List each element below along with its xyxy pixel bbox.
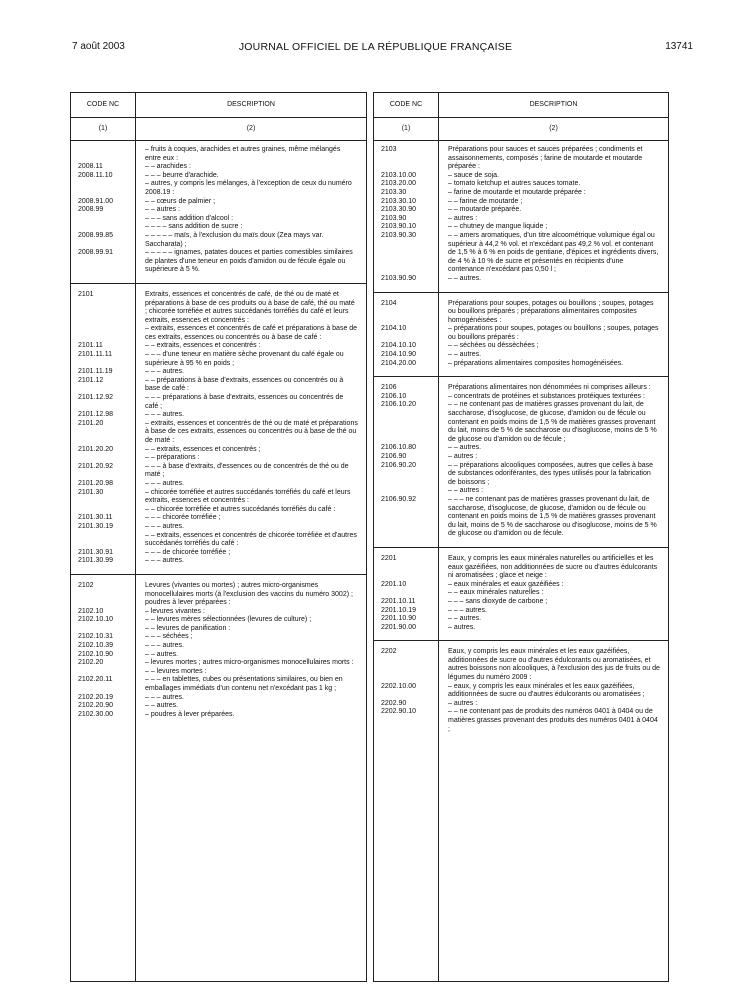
- nc-code: [374, 589, 438, 598]
- table-row: [71, 616, 366, 625]
- table-row: [374, 624, 668, 633]
- nc-code: 2106.90: [381, 453, 407, 460]
- nc-description: – – – en tablettes, cubes ou présentations similaires, ou bien en emballages immédiats d'un contenu net n'excédant pas 1 kg ;: [145, 676, 343, 693]
- nc-code: 2101.30.91: [78, 548, 114, 556]
- nc-description: Préparations pour sauces et sauces préparées ; condiments et assaisonnements, composés ; farine de moutarde et moutarde préparée :: [448, 146, 643, 171]
- nc-code: [71, 146, 135, 163]
- table-row: [71, 549, 366, 558]
- nc-code: 2101: [78, 290, 94, 298]
- nc-description: – – – autres.: [145, 557, 184, 565]
- nc-code: 2103.30.90: [381, 206, 417, 214]
- table-row: [374, 146, 668, 172]
- code-column-header: CODE NC: [86, 101, 120, 108]
- nc-description: Extraits, essences et concentrés de café, de thé ou de maté et préparations à base de ces produits ou à base de café, thé ou maté ; chicorée torréfiée et autres succédanés torréfiés du café et leurs extraits, essences et concentrés :: [145, 290, 355, 324]
- nc-code: 2008.11: [78, 163, 103, 171]
- table-row: [71, 198, 366, 207]
- nc-description: – – autres.: [145, 702, 179, 710]
- nc-code: [71, 215, 135, 224]
- nc-code: 2103.90: [381, 214, 407, 222]
- nc-code: 2104.10.10: [381, 342, 417, 350]
- nc-code: 2103.30.10: [381, 197, 417, 205]
- nc-description: – eaux minérales et eaux gazéifiées :: [448, 580, 564, 588]
- table-row: [374, 206, 668, 215]
- nc-description: – – ne contenant pas de matières grasses provenant du lait, de saccharose, d'isoglucose, de glucose, d'amidon ou de fécule ou contenant en poids moins de 1,5 % de matières grasses provenant du lait, moins de 5 % de saccharose ou d'isoglucose, moins de 5 % de glucose ou d'amidon ou de fécule ;: [448, 401, 657, 443]
- table-row: [374, 300, 668, 326]
- nc-code: 2202.90: [381, 699, 407, 707]
- table-row: [71, 532, 366, 549]
- nc-description: – – – autres.: [145, 693, 184, 701]
- nc-description: – préparations alimentaires composites homogénéisées.: [448, 359, 624, 367]
- table-row: [374, 360, 668, 369]
- nc-code: 2102.10: [78, 607, 104, 615]
- right-nomenclature-table: [373, 92, 669, 982]
- nc-code: 2104.10.90: [381, 351, 417, 359]
- nc-description: – farine de moutarde et moutarde préparée :: [448, 188, 586, 196]
- table-row: [71, 325, 366, 342]
- nc-code: 2106.10: [381, 392, 407, 400]
- nc-code: 2102.10.39: [78, 642, 114, 650]
- nc-description: – – farine de moutarde ;: [448, 197, 523, 205]
- nc-code: 2102.20: [78, 659, 104, 667]
- nc-description: – – préparations à base d'extraits, essences ou concentrés ou à base de café :: [145, 376, 344, 393]
- nc-code: 2101.30: [78, 488, 104, 496]
- table-row: [71, 377, 366, 394]
- table-row: [71, 463, 366, 480]
- table-row: [71, 668, 366, 677]
- table-row: [71, 523, 366, 532]
- table-row: [71, 557, 366, 566]
- nc-code: 2102.10.31: [78, 633, 114, 641]
- table-row: [374, 648, 668, 682]
- table-row: [71, 146, 366, 163]
- description-column-index: (2): [246, 125, 256, 132]
- table-row: [374, 589, 668, 598]
- nc-description: – poudres à lever préparées.: [145, 710, 235, 718]
- table-row: [71, 411, 366, 420]
- nc-description: – – autres.: [448, 444, 482, 452]
- journal-title: JOURNAL OFFICIEL DE LA RÉPUBLIQUE FRANÇAISE: [238, 41, 513, 53]
- table-row: [71, 582, 366, 608]
- nc-code: 2106.90.92: [381, 495, 417, 503]
- nc-code: 2008.91.00: [78, 197, 114, 205]
- table-row: [374, 180, 668, 189]
- nc-description: – – autres.: [448, 274, 482, 282]
- nc-code: 2101.20.92: [78, 462, 114, 470]
- table-row: [71, 351, 366, 368]
- nc-code: 2202: [381, 648, 397, 656]
- nc-description: Eaux, y compris les eaux minérales naturelles ou artificielles et les eaux gazéifiées, non additionnées de sucre ou d'autres édulcorants ni aromatisées ; glace et neige :: [448, 554, 658, 580]
- table-row: [374, 351, 668, 360]
- nc-code: 2102.10.10: [78, 616, 114, 624]
- nc-code: 2102.10.90: [78, 650, 114, 658]
- nc-description: – – autres.: [448, 615, 482, 623]
- table-row: [374, 598, 668, 607]
- table-row: [71, 625, 366, 634]
- table-row: [71, 446, 366, 455]
- table-row: [374, 215, 668, 224]
- nc-description: Eaux, y compris les eaux minérales et les eaux gazéifiées, additionnées de sucre ou d'autres édulcorants ou aromatisées, et autres boissons non alcooliques, à l'exclusion des jus de fruits ou de légumes du numéro 2009 :: [448, 648, 660, 682]
- table-row: [374, 683, 668, 700]
- nc-description: – eaux, y compris les eaux minérales et les eaux gazéifiées, additionnées de sucre ou d'autres édulcorants ou aromatisées ;: [448, 682, 645, 699]
- nc-description: – – préparations :: [145, 454, 200, 462]
- nc-description: – – séchées ou déssèchées ;: [448, 342, 539, 350]
- table-row: [71, 702, 366, 711]
- nc-code: 2101.11: [78, 342, 103, 350]
- nc-code: 2101.30.11: [78, 514, 113, 522]
- code-column-index: (1): [401, 125, 411, 132]
- nc-code: [374, 487, 438, 496]
- nc-description: – autres.: [448, 623, 476, 631]
- nc-code: 2104: [381, 299, 397, 307]
- nc-code: [71, 180, 135, 197]
- table-row: [71, 633, 366, 642]
- nc-code: [71, 325, 135, 342]
- table-row: [71, 608, 366, 617]
- table-row: [374, 189, 668, 198]
- nc-description: – – levures mortes :: [145, 667, 207, 675]
- nc-code: 2102.20.90: [78, 702, 114, 710]
- nc-code: 2008.99.91: [78, 249, 114, 257]
- nc-description: – – – beurre d'arachide.: [145, 171, 219, 179]
- table-row: [374, 708, 668, 734]
- nc-description: – autres :: [448, 699, 478, 707]
- nc-code: [71, 454, 135, 463]
- nc-code: [71, 506, 135, 515]
- nc-description: – levures vivantes :: [145, 607, 205, 615]
- description-column-index: (2): [549, 125, 558, 132]
- nc-description: – – autres.: [145, 650, 179, 658]
- nc-code: 2201.10: [381, 580, 407, 588]
- nc-description: – – levures de panification :: [145, 624, 231, 632]
- nc-description: – – ne contenant pas de produits des numéros 0401 à 0404 ou de matières grasses provenant des produits des numéros 0401 à 0404 ;: [448, 708, 658, 733]
- nc-description: – – eaux minérales naturelles :: [448, 589, 544, 597]
- table-row: [71, 711, 366, 720]
- table-row: [71, 223, 366, 232]
- table-row: [374, 581, 668, 590]
- table-row: [71, 163, 366, 172]
- table-row: [71, 642, 366, 651]
- nc-code: 2101.20.20: [78, 445, 114, 453]
- nc-description: – autres, y compris les mélanges, à l'exception de ceux du numéro 2008.19 :: [145, 180, 352, 196]
- section-divider: [374, 539, 668, 548]
- nc-code: 2106.90.20: [381, 461, 417, 469]
- table-row: [374, 462, 668, 488]
- table-row: [374, 275, 668, 284]
- nc-description: – – arachides :: [145, 163, 191, 171]
- table-row: [374, 401, 668, 444]
- right-table-body: [374, 146, 668, 981]
- nc-code: 2103.10.00: [381, 171, 417, 179]
- nc-description: – – autres :: [145, 206, 181, 214]
- nc-code: 2104.10: [381, 325, 407, 333]
- nc-description: – – – préparations à base d'extraits, essences ou concentrés de café ;: [145, 394, 344, 410]
- table-row: [374, 223, 668, 232]
- nc-code: 2106.10.20: [381, 401, 417, 409]
- nc-description: – extraits, essences et concentrés de thé ou de maté et préparations à base de ces extraits, essences ou concentrés ou à base de thé ou de maté :: [145, 419, 358, 444]
- nc-code: 2008.11.10: [78, 171, 113, 179]
- nc-description: – – – autres.: [145, 368, 184, 376]
- table-row: [374, 487, 668, 496]
- table-row: [374, 555, 668, 581]
- nc-code: 2101.11.19: [78, 368, 113, 376]
- nc-code: 2103.90.90: [381, 274, 417, 282]
- table-row: [71, 172, 366, 181]
- nc-description: – – – autres.: [145, 522, 184, 530]
- table-row: [374, 172, 668, 181]
- nc-description: – – – sans dioxyde de carbone ;: [448, 597, 548, 605]
- nc-code: 2106: [381, 384, 397, 392]
- nc-code: 2102: [78, 581, 94, 589]
- nc-code: 2103.90.10: [381, 223, 417, 231]
- table-row: [71, 342, 366, 351]
- table-row: [71, 514, 366, 523]
- table-row: [374, 198, 668, 207]
- nc-description: – – – autres.: [145, 411, 184, 419]
- table-row: [374, 607, 668, 616]
- nc-description: – – autres :: [448, 487, 484, 495]
- nc-description: – – chutney de mangue liquide ;: [448, 223, 548, 231]
- nc-description: – – préparations alcooliques composées, autres que celles à base de substances odoriférantes, des types utilisés pour la fabrication de boissons ;: [448, 461, 654, 486]
- table-row: [374, 615, 668, 624]
- table-row: [71, 420, 366, 446]
- nc-code: 2201.90.00: [381, 623, 417, 631]
- table-row: [71, 489, 366, 506]
- table-row: [71, 180, 366, 197]
- nc-code: 2008.99.85: [78, 231, 114, 239]
- nc-description: – – – – – ignames, patates douces et parties comestibles similaires de plantes d'une teneur en poids d'amidon ou de fécule égale ou supérieure à 5 %.: [145, 249, 353, 274]
- table-row: [71, 480, 366, 489]
- table-row: [71, 676, 366, 693]
- nc-description: – sauce de soja.: [448, 171, 499, 179]
- issue-date: 7 août 2003: [72, 41, 125, 52]
- nc-description: – – cœurs de palmier ;: [145, 197, 216, 205]
- code-column-header: CODE NC: [389, 101, 423, 108]
- table-row: [71, 249, 366, 275]
- nc-description: Levures (vivantes ou mortes) ; autres micro-organismes monocellulaires morts (à l'exclusion des vaccins du numéro 3002) ; poudres à lever préparées :: [145, 581, 353, 607]
- table-row: [71, 206, 366, 215]
- table-row: [374, 384, 668, 393]
- nc-description: – – – autres.: [145, 479, 184, 487]
- nc-code: 2106.10.80: [381, 444, 417, 452]
- section-divider: [374, 632, 668, 641]
- left-nomenclature-table: [70, 92, 367, 982]
- table-row: [374, 325, 668, 342]
- nc-code: 2103.90.30: [381, 231, 417, 239]
- table-row: [374, 453, 668, 462]
- nc-description: – – – – – maïs, à l'exclusion du maïs doux (Zea mays var. Saccharata) ;: [145, 231, 324, 248]
- nc-code: 2102.30.00: [78, 710, 114, 718]
- nc-code: 2102.20.19: [78, 693, 114, 701]
- nc-code: 2101.11.11: [78, 351, 112, 359]
- nc-code: 2104.20.00: [381, 359, 417, 367]
- nc-description: – autres :: [448, 214, 478, 222]
- table-row: [374, 496, 668, 539]
- table-row: [374, 700, 668, 709]
- nc-description: – – extraits, essences et concentrés ;: [145, 445, 261, 453]
- nc-description: – chicorée torréfiée et autres succédanés torréfiés du café et leurs extraits, essences et concentrés :: [145, 488, 351, 505]
- nc-description: – autres :: [448, 453, 478, 460]
- nc-description: – – amers aromatiques, d'un titre alcoométrique volumique égal ou supérieur à 44,2 % vol. et n'excédant pas 49,2 % vol. et contenant de 1,5 % à 6 % en poids de gentiane, d'épices et ingrédients divers, de 4 % à 10 % de sucre et présentés en récipients d'une contenance n'excédant pas 0,50 l ;: [448, 231, 659, 274]
- table-row: [71, 454, 366, 463]
- nc-code: 2201.10.11: [381, 597, 416, 605]
- nc-description: – fruits à coques, arachides et autres graines, même mélangés entre eux :: [145, 146, 341, 162]
- table-row: [71, 651, 366, 660]
- nc-description: – – – de chicorée torréfiée ;: [145, 548, 231, 556]
- nc-code: 2202.90.10: [381, 708, 417, 716]
- nc-description: – – – – sans addition de sucre :: [145, 223, 243, 231]
- nc-description: – – – sans addition d'alcool :: [145, 214, 234, 222]
- nc-code: 2103: [381, 146, 397, 153]
- nc-description: – – levures mères sélectionnées (levures de culture) ;: [145, 616, 312, 624]
- code-column-index: (1): [98, 125, 108, 132]
- nc-description: – préparations pour soupes, potages ou bouillons ; soupes, potages ou bouillons préparés :: [448, 325, 659, 341]
- table-row: [71, 368, 366, 377]
- nc-description: – – – séchées ;: [145, 633, 193, 641]
- nc-description: – – autres.: [448, 351, 482, 359]
- left-table-body: [71, 146, 366, 981]
- table-row: [71, 232, 366, 249]
- nc-code: 2101.30.19: [78, 522, 114, 530]
- table-row: [374, 342, 668, 351]
- table-row: [71, 215, 366, 224]
- nc-description: – – – à base d'extraits, d'essences ou de concentrés de thé ou de maté ;: [145, 462, 349, 479]
- section-divider: [71, 566, 366, 575]
- nc-description: Préparations alimentaires non dénommées ni comprises ailleurs :: [448, 384, 651, 392]
- nc-description: – – – ne contenant pas de matières grasses provenant du lait, de saccharose, d'isoglucose, de glucose, d'amidon ou de fécule ou contenant en poids moins de 1,5 % de matières grasses provenant du lait, moins de 5 % de saccharose ou d'isoglucose, moins de 5 % de glucose ou d'amidon ou de fécule.: [448, 495, 657, 538]
- nc-description: – – – d'une teneur en matière sèche provenant du café égale ou supérieure à 95 % en poids ;: [145, 351, 344, 367]
- nc-code: 2101.20: [78, 419, 104, 427]
- nc-description: – – – autres.: [448, 606, 487, 614]
- nc-description: – – – autres.: [145, 642, 184, 650]
- table-row: [71, 394, 366, 411]
- nc-code: 2201: [381, 554, 397, 562]
- description-column-header: DESCRIPTION: [529, 101, 578, 108]
- page-number: 13741: [665, 41, 693, 52]
- table-row: [374, 393, 668, 402]
- nc-code: 2101.12.98: [78, 411, 114, 419]
- nc-code: 2103.30: [381, 188, 407, 196]
- nc-code: [71, 625, 135, 634]
- nc-description: – levures mortes ; autres micro-organismes monocellulaires morts :: [145, 659, 354, 667]
- nc-code: [71, 223, 135, 232]
- nc-description: – – extraits, essences et concentrés :: [145, 342, 261, 350]
- section-divider: [374, 284, 668, 293]
- nc-code: 2101.12.92: [78, 394, 114, 402]
- nc-description: – – moutarde préparée.: [448, 206, 522, 214]
- nc-code: 2103.20.00: [381, 180, 417, 188]
- table-row: [374, 444, 668, 453]
- nc-code: 2201.10.90: [381, 615, 417, 623]
- nc-code: 2201.10.19: [381, 606, 417, 614]
- nc-code: 2202.10.00: [381, 682, 417, 690]
- nc-description: Préparations pour soupes, potages ou bouillons ; soupes, potages ou bouillons préparés ; préparations alimentaires composites homogénéisées :: [448, 299, 654, 324]
- nc-code: 2101.30.99: [78, 557, 114, 565]
- nc-description: – – extraits, essences et concentrés de chicorée torréfiée et d'autres succédanés torréfiés du café :: [145, 531, 357, 548]
- table-row: [71, 291, 366, 325]
- section-divider: [71, 275, 366, 284]
- description-column-header: DESCRIPTION: [227, 101, 275, 108]
- section-divider: [374, 368, 668, 377]
- table-row: [71, 659, 366, 668]
- nc-code: [71, 668, 135, 677]
- nc-code: 2101.12: [78, 376, 104, 384]
- nc-code: 2102.20.11: [78, 676, 113, 684]
- nc-code: 2101.20.98: [78, 479, 114, 487]
- table-row: [71, 694, 366, 703]
- nc-description: – tomato ketchup et autres sauces tomate.: [448, 180, 581, 188]
- nc-description: – – – chicorée torréfiée ;: [145, 514, 221, 522]
- nc-description: – – chicorée torréfiée et autres succédanés torréfiés du café :: [145, 505, 336, 513]
- nc-description: – extraits, essences et concentrés de café et préparations à base de ces extraits, essences ou concentrés ou à base de café :: [145, 325, 358, 341]
- nc-code: [71, 532, 135, 549]
- table-row: [71, 506, 366, 515]
- table-row: [374, 232, 668, 275]
- nc-code: 2008.99: [78, 206, 104, 214]
- nc-description: – concentrats de protéines et substances protéiques texturées :: [448, 392, 645, 400]
